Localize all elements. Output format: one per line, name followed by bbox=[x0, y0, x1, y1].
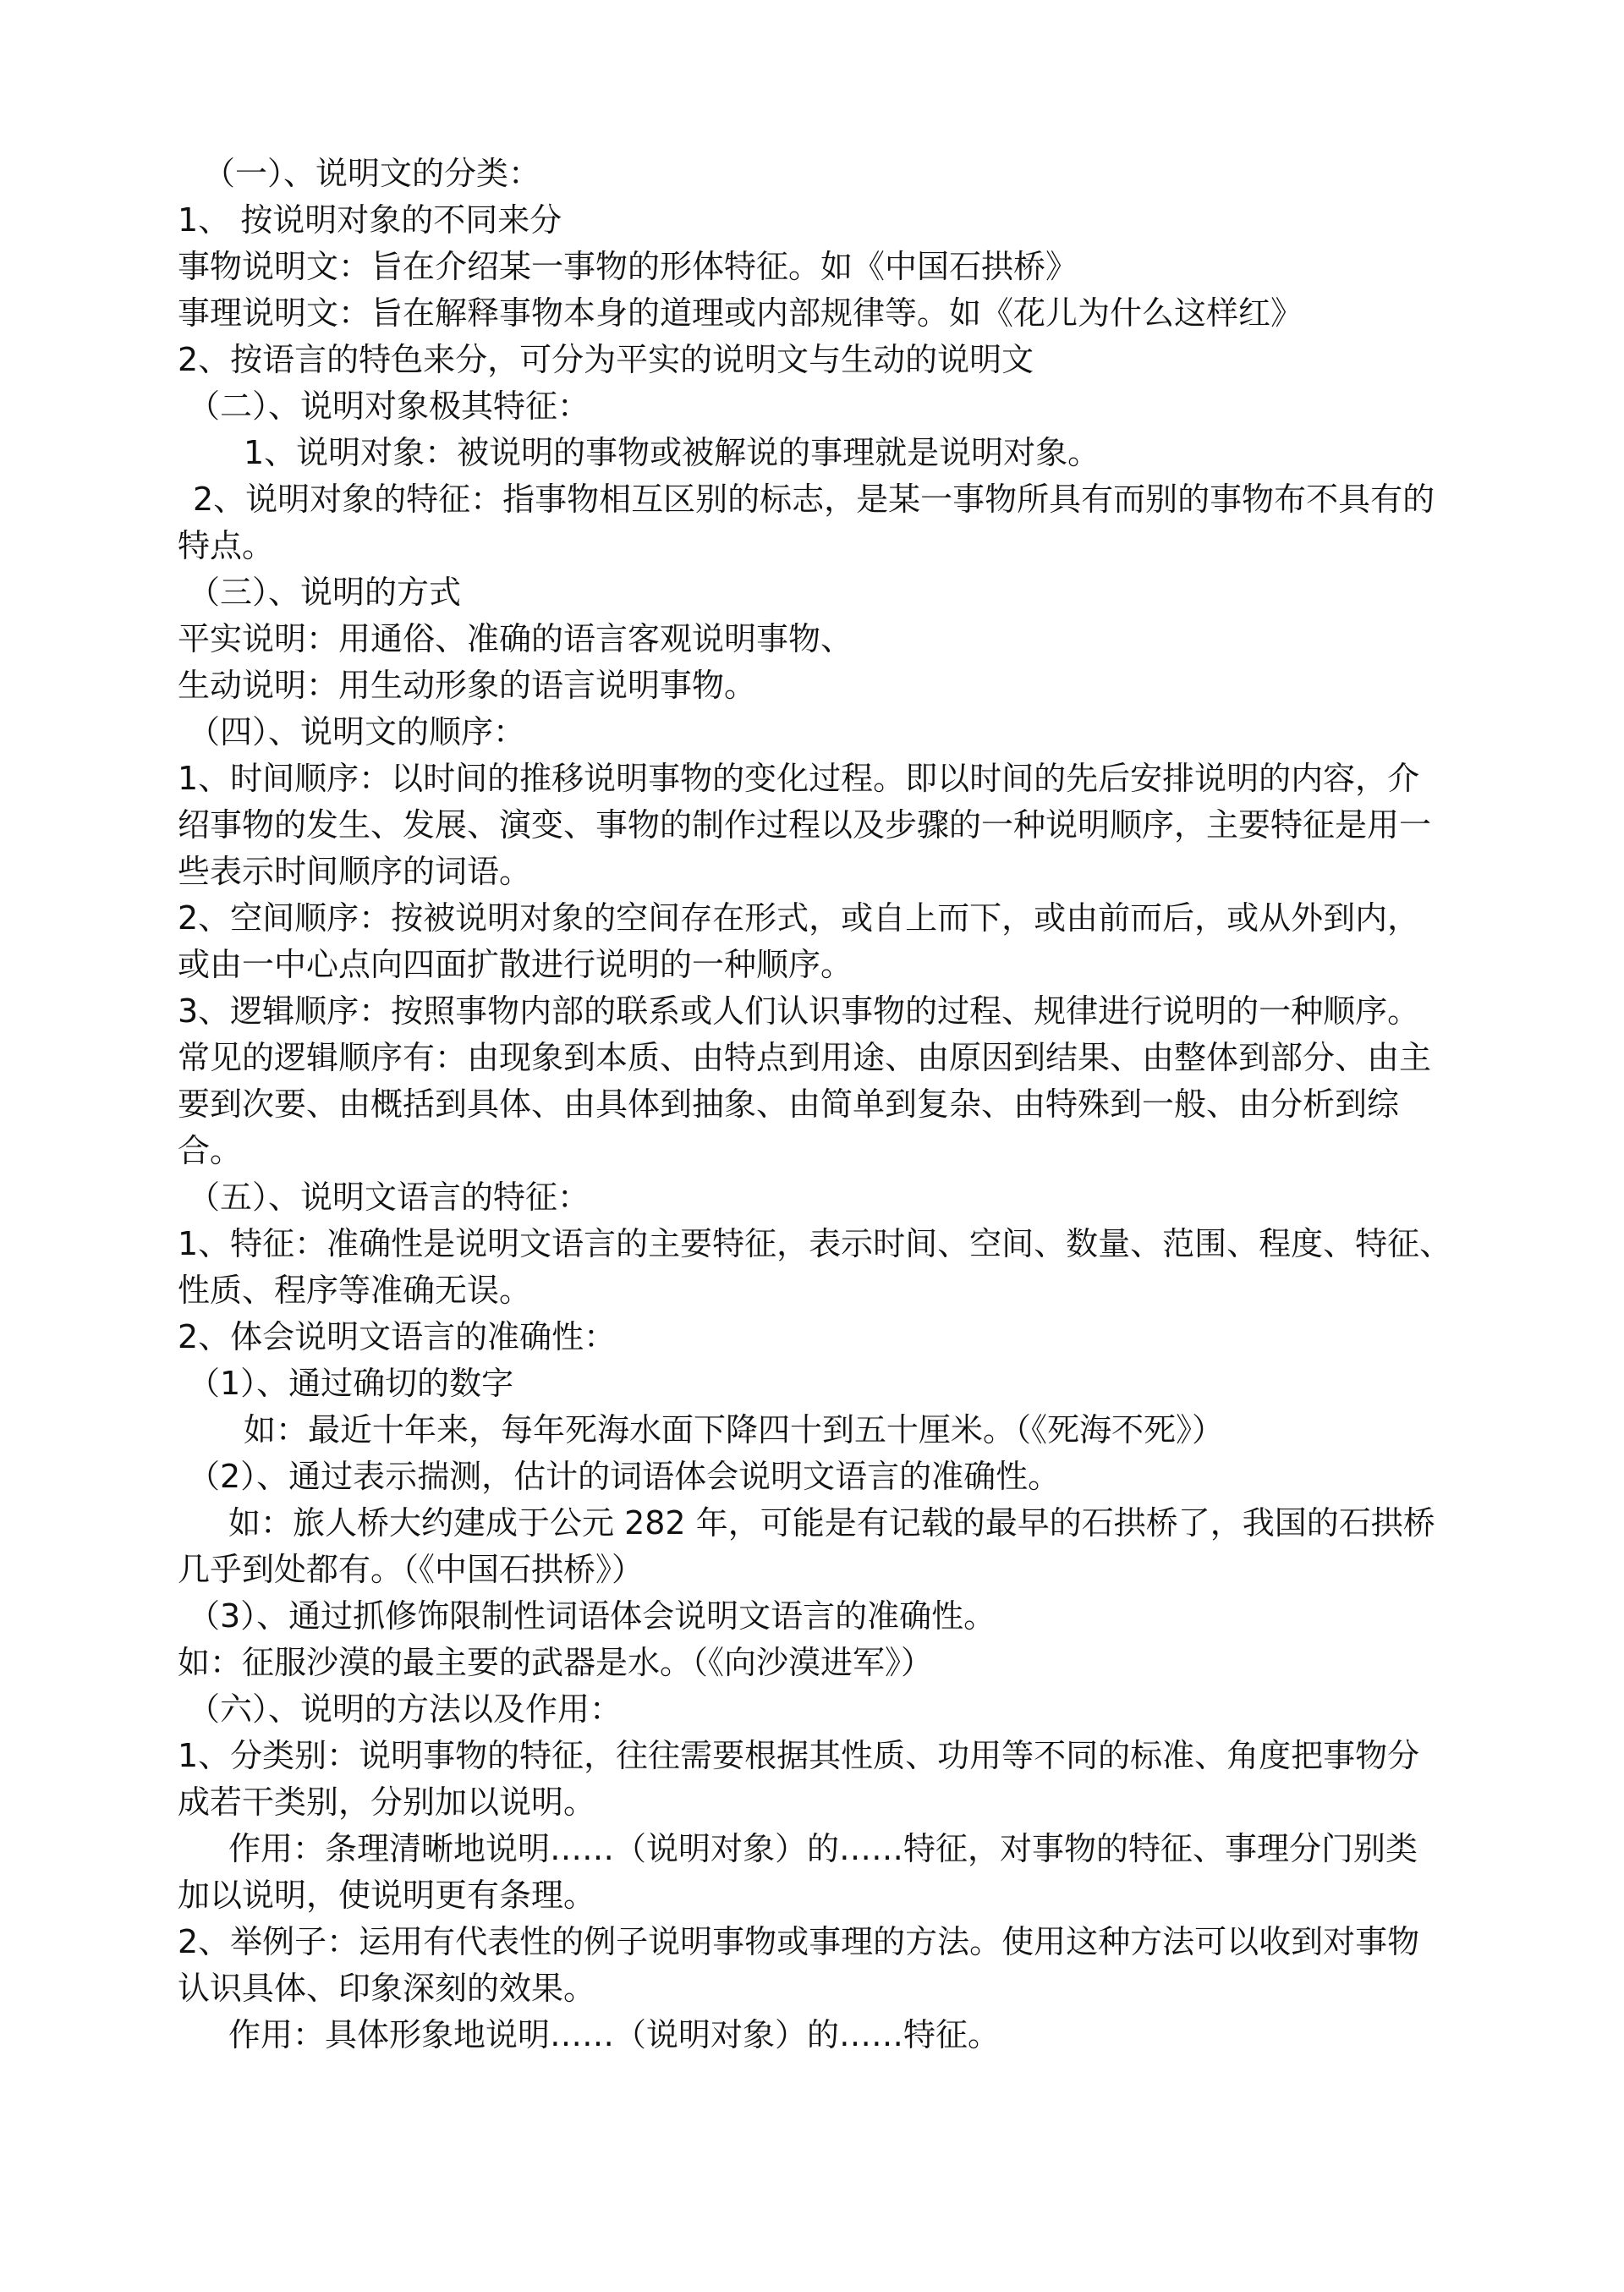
text-line: 1、 按说明对象的不同来分 bbox=[178, 201, 562, 239]
subheading-line: （2）、通过表示揣测，估计的词语体会说明文语言的准确性。 bbox=[188, 1458, 1061, 1495]
example-line: 如：征服沙漠的最主要的武器是水。（《向沙漠进军》） bbox=[178, 1644, 934, 1681]
effect-line: 作用：具体形象地说明……（说明对象）的……特征。 bbox=[228, 2016, 1001, 2053]
section-heading-classification: （一）、说明文的分类： bbox=[203, 155, 541, 192]
text-line: 认识具体、印象深刻的效果。 bbox=[178, 1970, 596, 2007]
text-line: 常见的逻辑顺序有：由现象到本质、由特点到用途、由原因到结果、由整体到部分、由主 bbox=[178, 1039, 1432, 1076]
text-line: 2、体会说明文语言的准确性： bbox=[178, 1318, 617, 1355]
text-line: 绍事物的发生、发展、演变、事物的制作过程以及步骤的一种说明顺序，主要特征是用一 bbox=[178, 806, 1432, 844]
text-line: 1、时间顺序：以时间的推移说明事物的变化过程。即以时间的先后安排说明的内容，介 bbox=[178, 760, 1420, 797]
text-line: 要到次要、由概括到具体、由具体到抽象、由简单到复杂、由特殊到一般、由分析到综 bbox=[178, 1086, 1400, 1123]
section-heading-language: （五）、说明文语言的特征： bbox=[188, 1179, 590, 1216]
text-line: 事理说明文：旨在解释事物本身的道理或内部规律等。如《花儿为什么这样红》 bbox=[178, 294, 1303, 332]
effect-line: 作用：条理清晰地说明……（说明对象）的……特征，对事物的特征、事理分门别类 bbox=[228, 1830, 1418, 1867]
example-line: 如：旅人桥大约建成于公元 282 年，可能是有记载的最早的石拱桥了，我国的石拱桥 bbox=[228, 1504, 1435, 1542]
text-line: 1、特征：准确性是说明文语言的主要特征，表示时间、空间、数量、范围、程度、特征、 bbox=[178, 1225, 1452, 1262]
subheading-line: （3）、通过抓修饰限制性词语体会说明文语言的准确性。 bbox=[188, 1597, 996, 1635]
subheading-line: （1）、通过确切的数字 bbox=[188, 1365, 514, 1402]
document-body bbox=[178, 151, 1463, 2058]
text-line: 加以说明，使说明更有条理。 bbox=[178, 1877, 596, 1914]
section-heading-method: （三）、说明的方式 bbox=[188, 574, 462, 611]
text-line: 2、说明对象的特征：指事物相互区别的标志，是某一事物所具有而别的事物布不具有的 bbox=[193, 481, 1435, 518]
section-heading-methods-effects: （六）、说明的方法以及作用： bbox=[188, 1690, 623, 1728]
text-line: 事物说明文：旨在介绍某一事物的形体特征。如《中国石拱桥》 bbox=[178, 248, 1078, 285]
text-line: 或由一中心点向四面扩散进行说明的一种顺序。 bbox=[178, 946, 853, 983]
text-line: 2、举例子：运用有代表性的例子说明事物或事理的方法。使用这种方法可以收到对事物 bbox=[178, 1923, 1420, 1960]
text-line: 成若干类别，分别加以说明。 bbox=[178, 1784, 596, 1821]
text-line: 1、说明对象：被说明的事物或被解说的事理就是说明对象。 bbox=[244, 434, 1100, 471]
text-line: 生动说明：用生动形象的语言说明事物。 bbox=[178, 667, 757, 704]
text-line: 合。 bbox=[178, 1132, 243, 1169]
text-line: 特点。 bbox=[178, 527, 275, 564]
text-line: 几乎到处都有。（《中国石拱桥》） bbox=[178, 1551, 645, 1588]
text-line: 1、分类别：说明事物的特征，往往需要根据其性质、功用等不同的标准、角度把事物分 bbox=[178, 1737, 1420, 1774]
section-heading-order: （四）、说明文的顺序： bbox=[188, 713, 526, 750]
example-line: 如：最近十年来，每年死海水面下降四十到五十厘米。（《死海不死》） bbox=[244, 1411, 1225, 1448]
section-heading-object: （二）、说明对象极其特征： bbox=[188, 387, 590, 425]
text-line: 性质、程序等准确无误。 bbox=[178, 1272, 532, 1309]
text-line: 3、逻辑顺序：按照事物内部的联系或人们认识事物的过程、规律进行说明的一种顺序。 bbox=[178, 992, 1420, 1030]
text-line: 些表示时间顺序的词语。 bbox=[178, 853, 532, 890]
text-line: 2、按语言的特色来分，可分为平实的说明文与生动的说明文 bbox=[178, 341, 1034, 378]
text-line: 2、空间顺序：按被说明对象的空间存在形式，或自上而下，或由前而后，或从外到内， bbox=[178, 899, 1420, 937]
text-line: 平实说明：用通俗、准确的语言客观说明事物、 bbox=[178, 620, 853, 657]
